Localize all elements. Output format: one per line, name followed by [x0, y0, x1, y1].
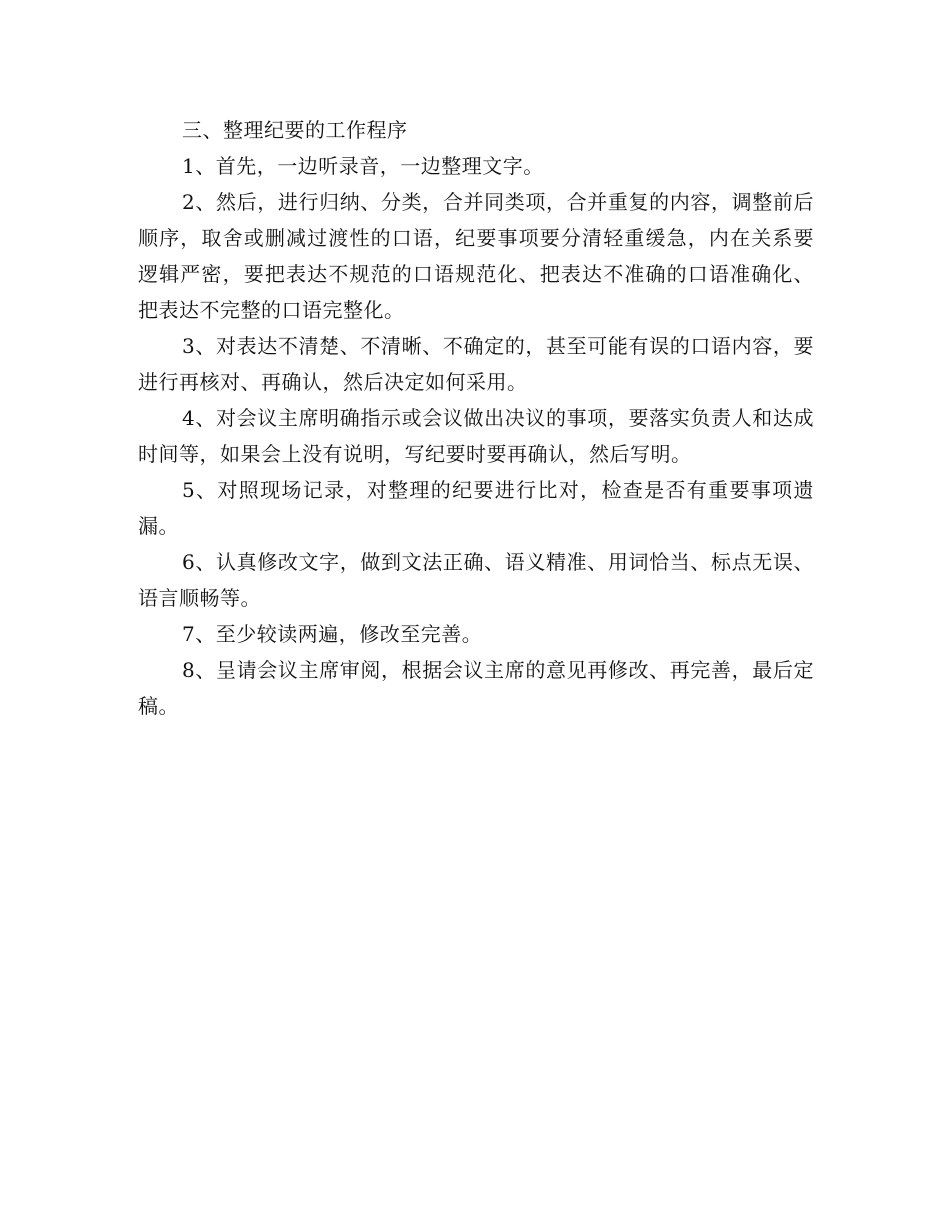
step-paragraph-1: 1、首先，一边听录音，一边整理文字。: [182, 154, 544, 178]
step-paragraph-2: 2、然后，进行归纳、分类，合并同类项，合并重复的内容，调整前后顺序，取舍或删减过渡性的口语，纪要事项要分清轻重缓急，内在关系要逻辑严密，要把表达不规范的口语规范化、把表达不准确的口语准确化、把表达不完整的口语完整化。: [138, 190, 814, 322]
document-body: [138, 112, 814, 724]
step-paragraph-7: 7、至少较读两遍，修改至完善。: [182, 622, 483, 646]
step-paragraph-3: 3、对表达不清楚、不清晰、不确定的，甚至可能有误的口语内容，要进行再核对、再确认，然后决定如何采用。: [138, 334, 814, 394]
section-heading: 三、整理纪要的工作程序: [182, 118, 408, 142]
step-paragraph-4: 4、对会议主席明确指示或会议做出决议的事项，要落实负责人和达成时间等，如果会上没有说明，写纪要时要再确认，然后写明。: [138, 406, 814, 466]
step-paragraph-5: 5、对照现场记录，对整理的纪要进行比对，检查是否有重要事项遗漏。: [138, 478, 814, 538]
step-paragraph-6: 6、认真修改文字，做到文法正确、语义精准、用词恰当、标点无误、语言顺畅等。: [138, 550, 814, 610]
step-paragraph-8: 8、呈请会议主席审阅，根据会议主席的意见再修改、再完善，最后定稿。: [138, 658, 814, 718]
